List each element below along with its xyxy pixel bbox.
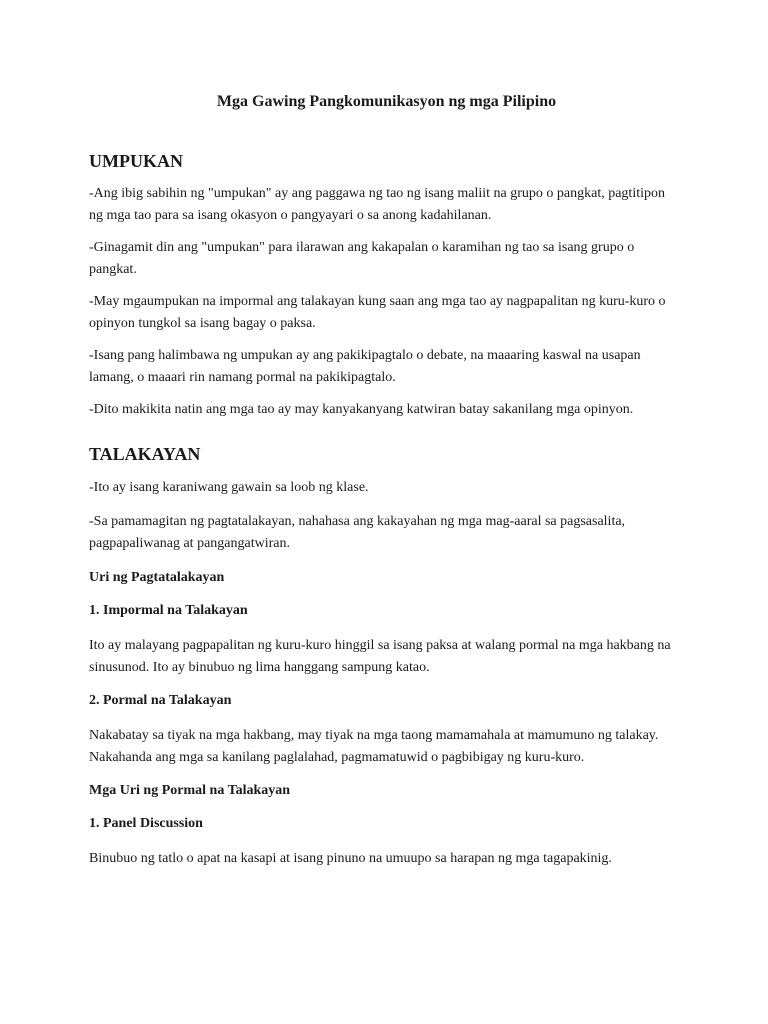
impormal-heading: 1. Impormal na Talakayan xyxy=(89,603,248,618)
uri-heading: Uri ng Pagtatalakayan xyxy=(89,570,225,585)
section-heading-talakayan: TALAKAYAN xyxy=(89,444,201,464)
umpukan-paragraph-2: -Ginagamit din ang "umpukan" para ilarawan ang kakapalan o karamihan ng tao sa isang grupo o pangkat. xyxy=(89,240,635,277)
document-page xyxy=(89,0,679,870)
umpukan-paragraph-3: -May mgaumpukan na impormal ang talakayan kung saan ang mga tao ay nagpapalitan ng kuru-kuro o opinyon tungkol sa isang bagay o paksa. xyxy=(89,294,666,331)
document-title: Mga Gawing Pangkomunikasyon ng mga Pilipino xyxy=(216,93,557,110)
mga-uri-heading: Mga Uri ng Pormal na Talakayan xyxy=(89,783,291,798)
panel-heading: 1. Panel Discussion xyxy=(89,816,203,831)
impormal-text: Ito ay malayang pagpapalitan ng kuru-kuro hinggil sa isang paksa at walang pormal na mga hakbang na sinusunod. Ito ay binubuo ng lima hanggang sampung katao. xyxy=(89,638,671,675)
talakayan-paragraph-1: -Ito ay isang karaniwang gawain sa loob ng klase. xyxy=(89,480,369,495)
umpukan-paragraph-4: -Isang pang halimbawa ng umpukan ay ang pakikipagtalo o debate, na maaaring kaswal na usapan lamang, o maaari rin namang pormal na pakikipagtalo. xyxy=(89,348,641,385)
umpukan-paragraph-1: -Ang ibig sabihin ng "umpukan" ay ang paggawa ng tao ng isang maliit na grupo o pangkat, pagtitipon ng mga tao para sa isang okasyon o pangyayari o sa anong kadahilanan. xyxy=(89,186,665,223)
section-heading-umpukan: UMPUKAN xyxy=(89,151,183,171)
umpukan-paragraph-5: -Dito makikita natin ang mga tao ay may kanyakanyang katwiran batay sakanilang mga opinyon. xyxy=(89,402,634,417)
pormal-heading: 2. Pormal na Talakayan xyxy=(89,693,232,708)
pormal-text: Nakabatay sa tiyak na mga hakbang, may tiyak na mga taong mamamahala at mamumuno ng talakay. Nakahanda ang mga sa kanilang paglalahad, pagmamatuwid o pagbibigay ng kuru-kuro. xyxy=(89,728,659,765)
panel-text: Binubuo ng tatlo o apat na kasapi at isang pinuno na umuupo sa harapan ng mga tagapakinig. xyxy=(89,851,612,866)
talakayan-paragraph-2: -Sa pamamagitan ng pagtatalakayan, nahahasa ang kakayahan ng mga mag-aaral sa pagsasalita, pagpapaliwanag at pangangatwiran. xyxy=(89,514,626,551)
